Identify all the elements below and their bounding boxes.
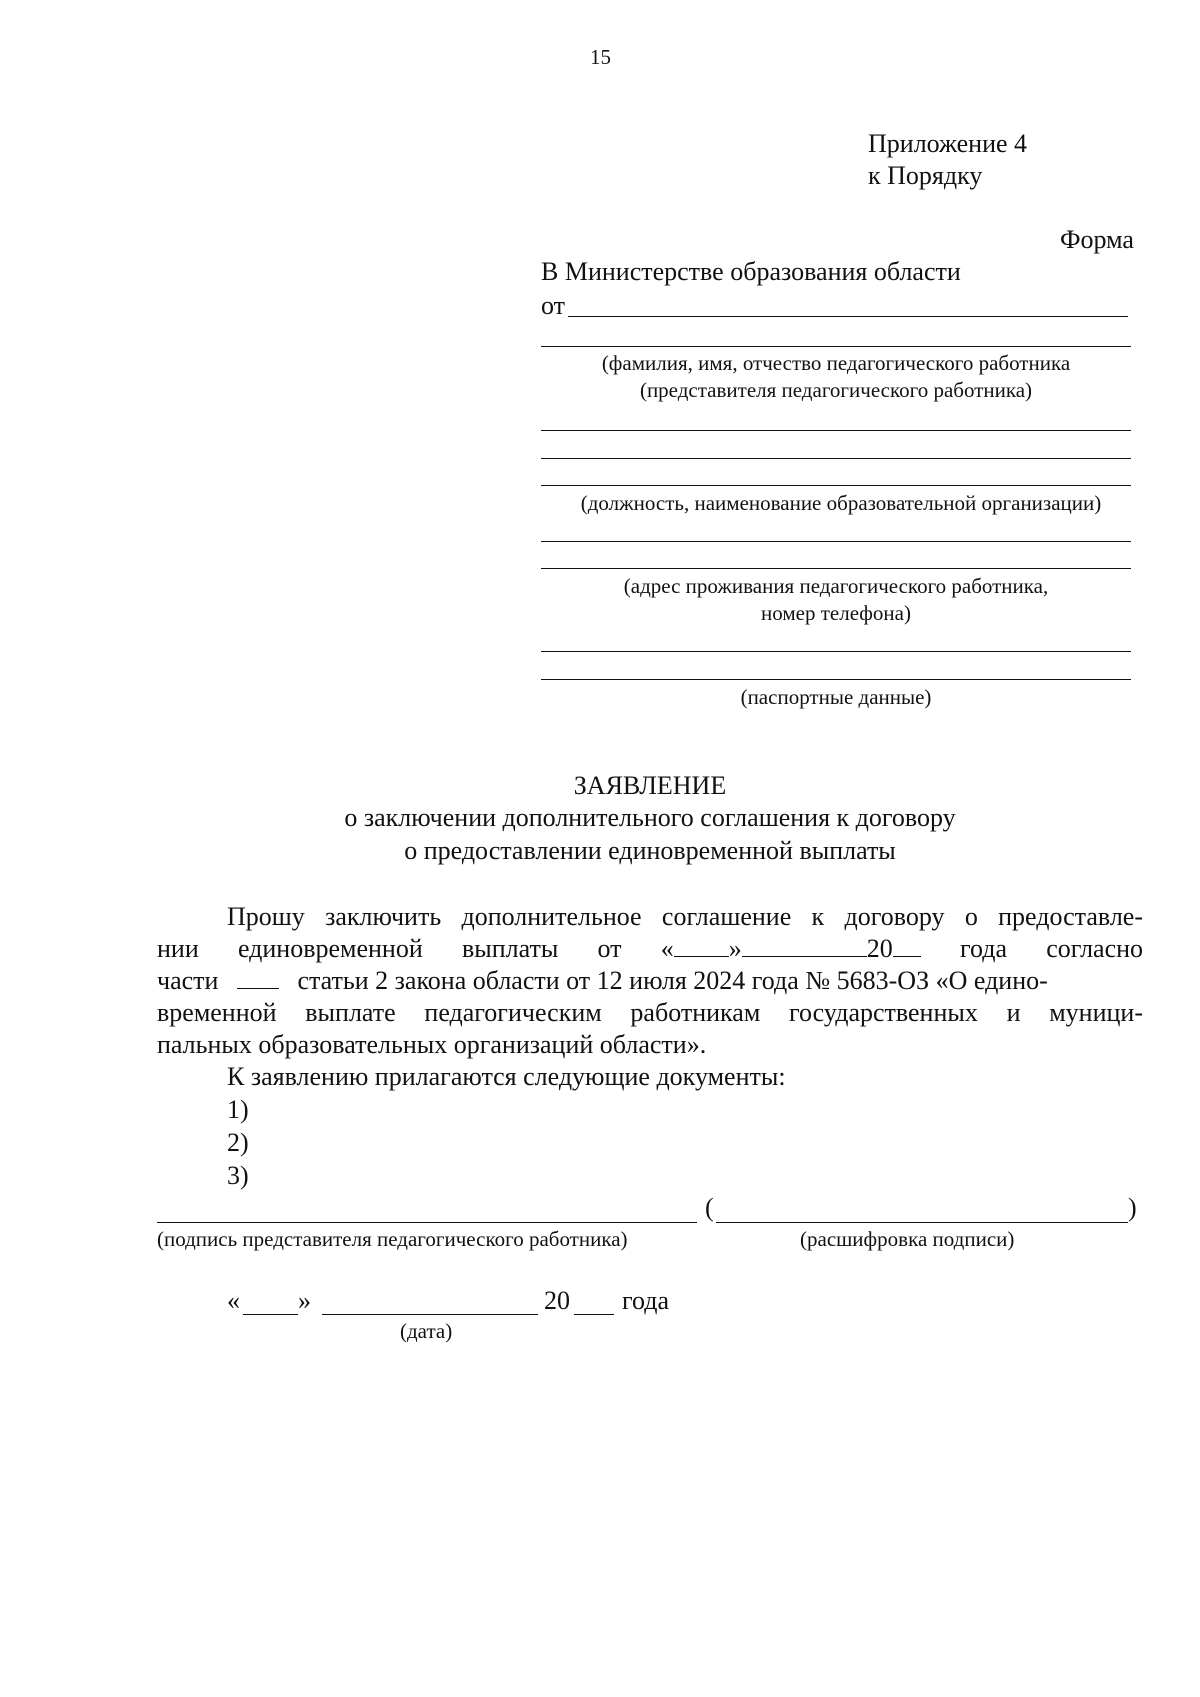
body-l2-word-3: выплаты xyxy=(461,934,559,963)
sign-day-blank[interactable] xyxy=(243,1314,298,1315)
attachments-intro: К заявлению прилагаются следующие документы: xyxy=(227,1062,786,1091)
body-line-3 xyxy=(157,965,1143,997)
passport-line-1[interactable] xyxy=(541,651,1131,652)
body-l3-part-1: части xyxy=(157,966,219,995)
address-caption-line-1: (адрес проживания педагогического работника, xyxy=(623,574,1049,598)
form-label: Форма xyxy=(1060,225,1134,254)
address-caption-line-2: номер телефона) xyxy=(761,601,911,625)
signature-line[interactable] xyxy=(157,1222,697,1223)
decode-caption: (расшифровка подписи) xyxy=(800,1227,1015,1251)
law-part-blank[interactable] xyxy=(237,966,279,989)
agreement-date-close-quote: » xyxy=(728,934,742,963)
agreement-date-open-quote: « xyxy=(660,934,674,963)
passport-caption: (паспортные данные) xyxy=(740,685,932,709)
body-l3-part-2: статьи 2 закона области от 12 июля 2024 года № 5683-ОЗ «О едино- xyxy=(297,966,1048,995)
sign-year-blank[interactable] xyxy=(574,1314,614,1315)
body-l2-word-1: нии xyxy=(157,934,199,963)
body-line-1: Прошу заключить дополнительное соглашение к договору о предоставле- xyxy=(227,902,1143,931)
from-line-1[interactable] xyxy=(568,316,1128,317)
agreement-month-blank[interactable] xyxy=(742,934,867,957)
appendix-line-1: Приложение 4 xyxy=(868,129,1028,158)
attachment-item-3: 3) xyxy=(227,1161,249,1190)
body-l2-word-4: от xyxy=(597,934,622,963)
position-line-1[interactable] xyxy=(541,430,1131,431)
position-line-3[interactable] xyxy=(541,485,1131,486)
page-number: 15 xyxy=(590,45,611,69)
decode-close-paren: ) xyxy=(1128,1193,1137,1222)
sign-month-blank[interactable] xyxy=(322,1314,538,1315)
attachment-item-1: 1) xyxy=(227,1095,249,1124)
from-line-2[interactable] xyxy=(541,346,1131,347)
title-main: ЗАЯВЛЕНИЕ xyxy=(573,771,727,800)
decode-open-paren: ( xyxy=(705,1193,714,1222)
agreement-year-blank[interactable] xyxy=(893,934,921,957)
addressee-from-prefix: от xyxy=(541,291,566,320)
position-line-2[interactable] xyxy=(541,458,1131,459)
address-line-1[interactable] xyxy=(541,541,1131,542)
signature-decode-line[interactable] xyxy=(716,1222,1128,1223)
sign-date-open-quote: « xyxy=(227,1286,240,1315)
sign-date-caption: (дата) xyxy=(400,1319,453,1343)
sign-year-suffix: года xyxy=(622,1286,670,1315)
body-l2-word-6: согласно xyxy=(1046,934,1143,963)
body-l2-word-2: единовременной xyxy=(237,934,423,963)
agreement-day-blank[interactable] xyxy=(674,934,729,957)
body-l2-word-5: года xyxy=(959,934,1007,963)
body-line-5: пальных образовательных организаций области». xyxy=(157,1030,707,1059)
agreement-year-prefix: 20 xyxy=(866,934,893,963)
position-caption: (должность, наименование образовательной организации) xyxy=(580,491,1102,515)
title-sub-2: о предоставлении единовременной выплаты xyxy=(404,836,896,865)
appendix-line-2: к Порядку xyxy=(868,161,983,190)
agreement-date-group xyxy=(661,934,921,963)
sign-date-close-quote: » xyxy=(298,1286,311,1315)
signature-caption: (подпись представителя педагогического работника) xyxy=(157,1227,628,1251)
attachment-item-2: 2) xyxy=(227,1128,249,1157)
sign-year-prefix: 20 xyxy=(544,1286,570,1315)
fio-caption-line-1: (фамилия, имя, отчество педагогического работника xyxy=(601,351,1071,375)
address-line-2[interactable] xyxy=(541,568,1131,569)
title-sub-1: о заключении дополнительного соглашения к договору xyxy=(344,803,956,832)
fio-caption-line-2: (представителя педагогического работника) xyxy=(639,378,1033,402)
addressee-to: В Министерстве образования области xyxy=(541,257,961,286)
passport-line-2[interactable] xyxy=(541,679,1131,680)
body-line-2 xyxy=(157,933,1143,965)
body-line-4: временной выплате педагогическим работникам государственных и муници- xyxy=(157,998,1143,1027)
